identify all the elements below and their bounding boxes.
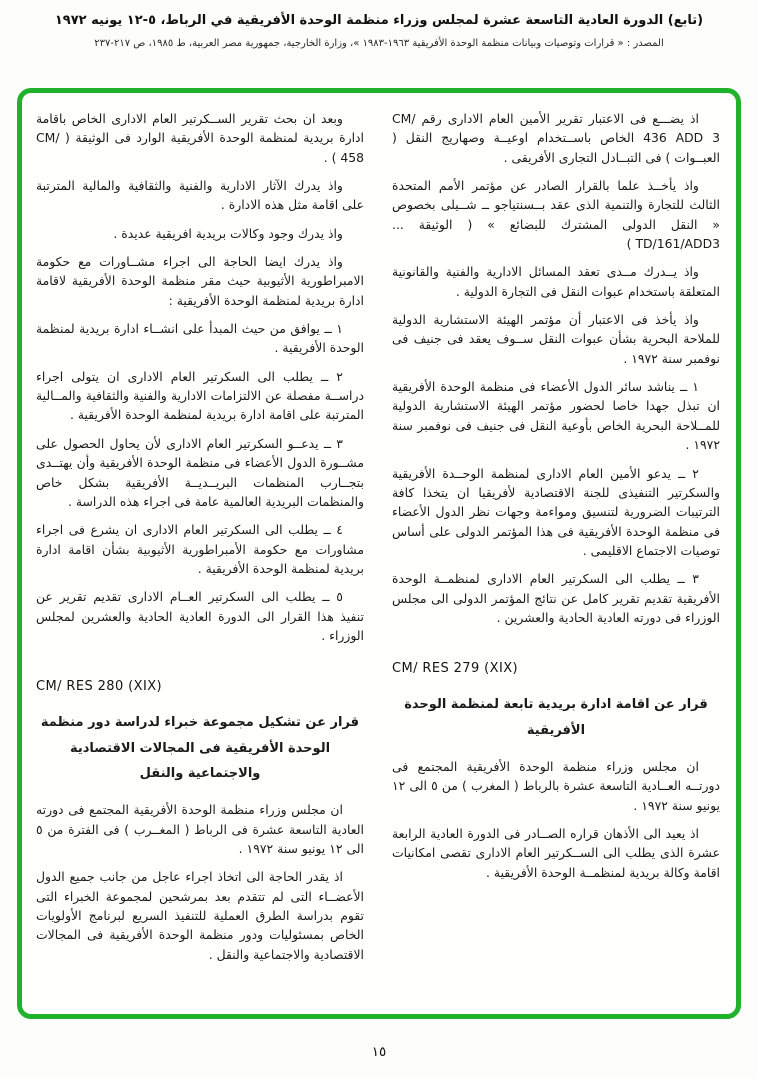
paragraph: ان مجلس وزراء منظمة الوحدة الأفريقية المجتمع فى دورتــه العــادية التاسعة عشرة بالرباط ( المغرب ) من ٥ الى ١٢ يونيو سنة ١٩٧٢ . (392, 758, 720, 813)
two-column-layout (36, 109, 720, 1006)
paragraph: اذ يضـــع فى الاعتبار تقرير الأمين العام الادارى رقم CM/ 436 ADD 3 الخاص باســتخدام اوعيــة وصهاريج النقل ( العبــوات ) فى التبــادل التجارى الأفريقى . (392, 111, 720, 165)
document-title: (تابع) الدورة العادية التاسعة عشرة لمجلس وزراء منظمة الوحدة الأفريقية في الرباط، ٥-١٢ يونيه ١٩٧٢ (54, 13, 704, 28)
numbered-clause: ٣ ــ يدعــو السكرتير العام الادارى لأن يحاول الحصول على مشــورة الدول الأعضاء فى منظمة الوحدة الأفريقية وأن يهتــدى بتجــارب المنظمات البريــديــة الأفريقية بشكل خاص والمنظمات البريدية العالمية عامة فى اجراء هذه الدراسة . (36, 435, 364, 509)
numbered-clause: ٣ ــ يطلب الى السكرتير العام الادارى لمنظمــة الوحدة الأفريقية تقديم تقرير كامل عن نتائج المؤتمر الدولى الى مجلس الوزراء فى دورته العادية الحادية والعشرين . (392, 571, 720, 625)
numbered-clause: ٥ ــ يطلب الى السكرتير العــام الادارى تقديم تقرير عن تنفيذ هذا القرار الى الدورة العادية الحادية والعشرين لمجلس الوزراء . (36, 589, 364, 643)
paragraph: اذ يعيد الى الأذهان قراره الصــادر فى الدورة العادية الرابعة عشرة الذى يطلب الى الســكرتير العام الادارى تقصى امكانيات اقامة وكالة بريدية لمنظمــة الوحدة الأفريقية . (392, 825, 720, 880)
right-column (392, 109, 720, 1006)
paragraph: واذ يأخذ فى الاعتبار أن مؤتمر الهيئة الاستشارية الدولية للملاحة البحرية بشأن عبوات النقل ســوف يعقد فى جنيف فى نوفمبر سنة ١٩٧٢ . (392, 312, 720, 366)
numbered-clause: ٤ ــ يطلب الى السكرتير العام الادارى ان يشرع فى اجراء مشاورات مع حكومة الأمبراطورية الأثيوبية بشأن اقامة ادارة بريدية لمنظمة الوحدة الأفريقية . (36, 522, 364, 576)
paragraph: واذ يدرك الآثار الادارية والفنية والثقافية والمالية المترتبة على اقامة مثل هذه الادارة . (36, 178, 364, 213)
resolution-number: CM/ RES 280 (XIX) (36, 679, 162, 695)
paragraph: وبعد ان بحث تقرير الســكرتير العام الادارى الخاص باقامة ادارة بريدية لمنظمة الوحدة الأفريقية الوارد فى الوثيقة ( CM/ 458 ) . (36, 111, 364, 165)
paragraph: واذ يــدرك مــدى تعقد المسائل الادارية والفنية والقانونية المتعلقة باستخدام عبوات النقل فى التجارة الدولية . (392, 264, 720, 299)
left-column (36, 109, 364, 1006)
numbered-clause: ١ ــ يناشد سائر الدول الأعضاء فى منظمة الوحدة الأفريقية ان تبذل جهدا خاصا لحضور مؤتمر الهيئة الاستشارية الدولية للمــلاحة البحرية الخاص بأوعية النقل فى جنيف فى نوفمبر سنة ١٩٧٢ . (392, 379, 720, 453)
paragraph: واذ يدرك وجود وكالات بريدية افريقية عديدة . (113, 225, 343, 241)
document-source-line: المصدر : « قرارات وتوصيات وبيانات منظمة الوحدة الأفريقية ١٩٦٣-١٩٨٣ »، وزارة الخارجية، جمهورية مصر العربية، ط ١٩٨٥، ص ٢١٧-٢٣٧ (94, 38, 664, 49)
numbered-clause: ٢ ــ يطلب الى السكرتير العام الادارى ان يتولى اجراء دراســة مفصلة عن الالتزامات الادارية والفنية والثقافية والمــالية المترتبة على اقامة ادارة بريدية لمنظمة الوحدة الأفريقية . (36, 368, 364, 423)
page-number: ١٥ (371, 1044, 387, 1060)
resolution-title: قرار عن تشكيل مجموعة خبراء لدراسة دور منظمة الوحدة الأفريقية فى المجالات الاقتصادية والاجتماعية والنقل (40, 715, 360, 781)
paragraph: اذ يقدر الحاجة الى اتخاذ اجراء عاجل من جانب جميع الدول الأعضــاء التى لم تتقدم بعد بمرشحين لمجموعة الخبراء التى تقوم بدراسة الطرق العملية للتنفيذ السريع لبرنامج الأولويات الخاص بمسئوليات ودور منظمة الوحدة الأفريقية فى المجالات الاقتصادية والاجتماعية والنقل . (36, 869, 364, 962)
numbered-clause: ٢ ــ يدعو الأمين العام الادارى لمنظمة الوحــدة الأفريقية والسكرتير التنفيذى للجنة الاقتصادية لأفريقيا ان يتخذا كافة الترتيبات الضرورية لتنسيق ومواءمة وجهات نظر الدول الأعضاء فى منظمة الوحدة الأفريقية فى هذا المؤتمر الدولى على أساس توصيات الاجتماع الاقليمى . (392, 465, 720, 558)
page-header (0, 0, 758, 49)
paragraph: واذ يأخــذ علما بالقرار الصادر عن مؤتمر الأمم المتحدة الثالث للتجارة والتنمية الذى عقد بــسنتياجو ــ شــيلى بخصوص « النقل الدولى المشترك للبضائع » ( الوثيقة ... TD/161/ADD3 ) (392, 178, 720, 252)
paragraph: ان مجلس وزراء منظمة الوحدة الأفريقية المجتمع فى دورته العادية التاسعة عشرة فى الرباط ( المغــرب ) فى الفترة من ٥ الى ١٢ يونيو سنة ١٩٧٢ . (36, 802, 364, 856)
numbered-clause: ١ ــ يوافق من حيث المبدأ على انشــاء ادارة بريدية لمنظمة الوحدة الأفريقية . (36, 321, 364, 356)
resolution-title: قرار عن اقامة ادارة بريدية تابعة لمنظمة الوحدة الأفريقية (404, 697, 708, 738)
paragraph: واذ يدرك ايضا الحاجة الى اجراء مشــاورات مع حكومة الامبراطورية الأثيوبية حيث مقر منظمة الوحدة الأفريقية لاقامة ادارة بريدية لمنظمة الوحدة الأفريقية : (36, 254, 364, 308)
resolution-number: CM/ RES 279 (XIX) (392, 661, 518, 677)
content-frame (17, 88, 741, 1019)
